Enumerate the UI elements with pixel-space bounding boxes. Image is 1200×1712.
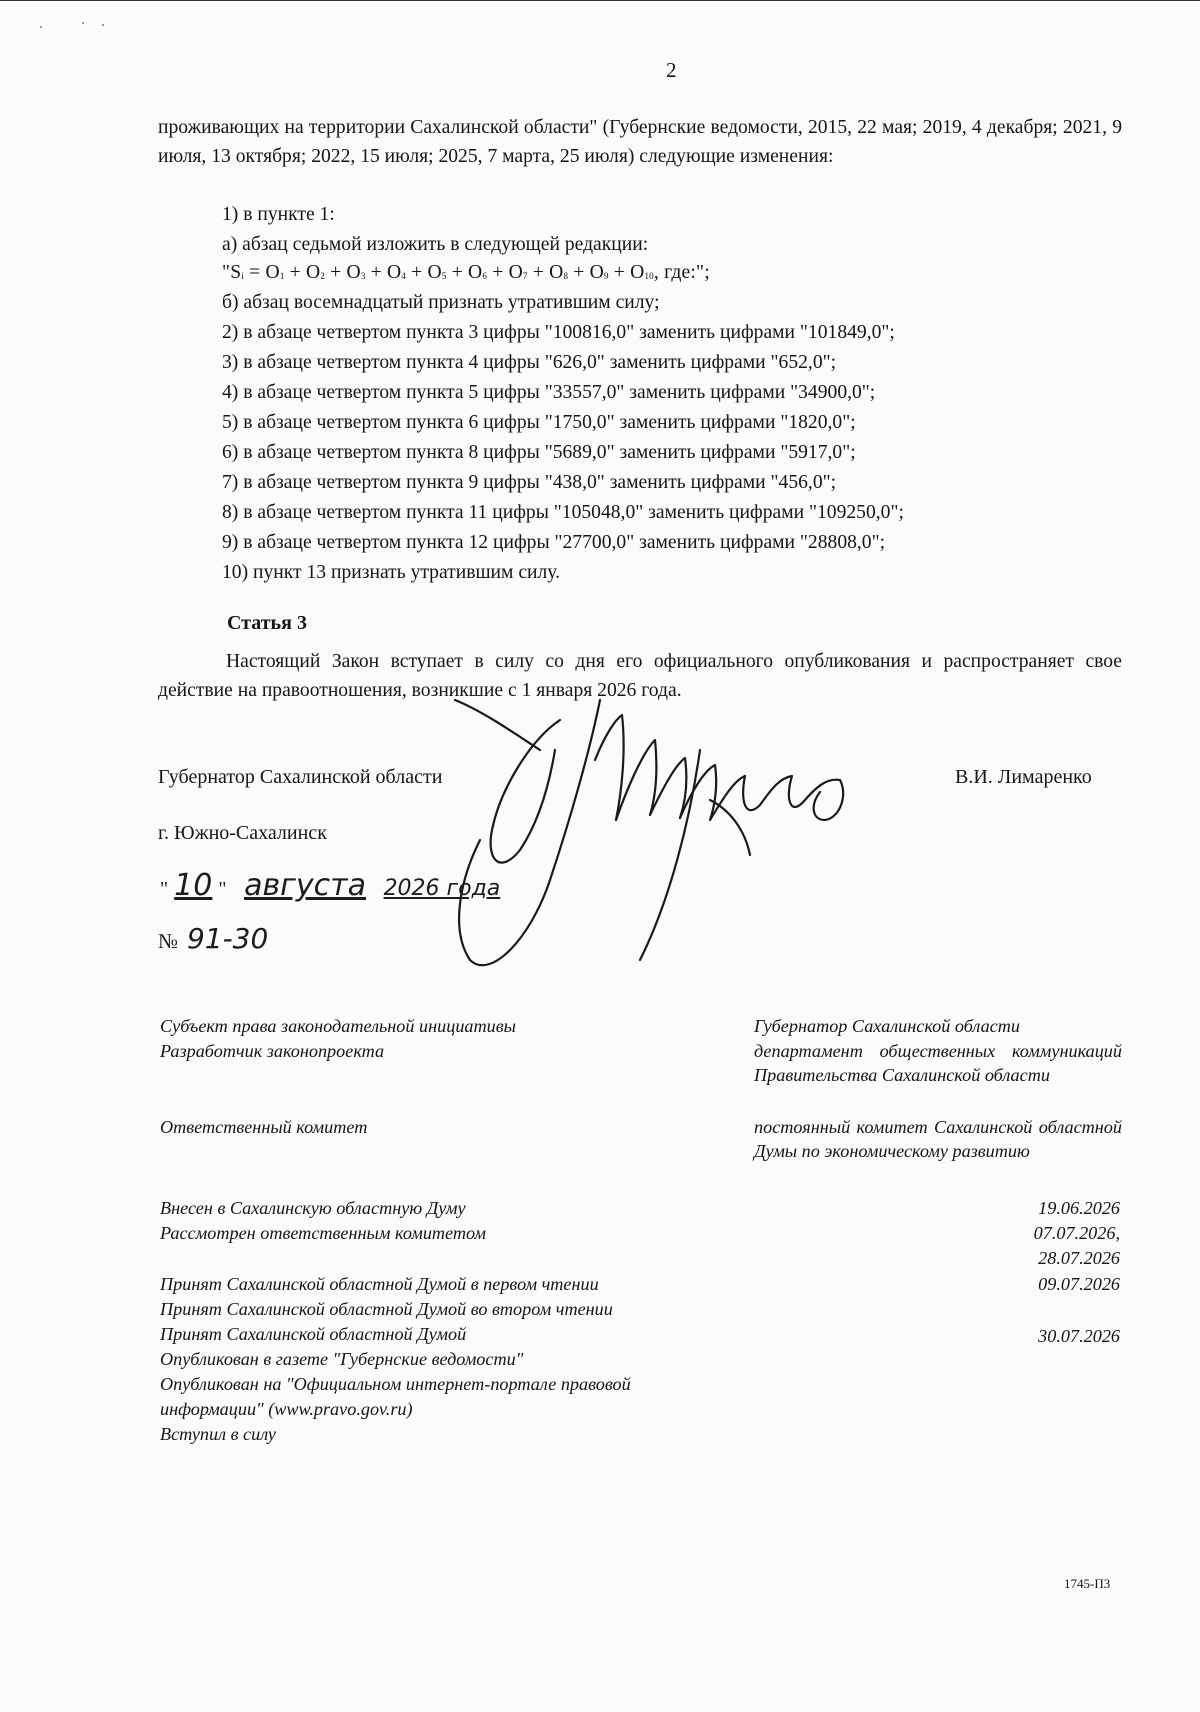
formula-plus: + — [487, 262, 509, 283]
scan-speck — [102, 24, 104, 26]
formula-plus: + — [568, 262, 590, 283]
formula-plus: + — [527, 262, 550, 283]
first-reading-date: 09.07.2026 — [1038, 1274, 1120, 1294]
amendment-item-3: 3) в абзаце четвертом пункта 4 цифры "626,0" заменить цифрами "652,0"; — [222, 352, 837, 373]
amendment-item-8: 8) в абзаце четвертом пункта 11 цифры "105048,0" заменить цифрами "109250,0"; — [222, 502, 904, 523]
scan-speck — [40, 26, 42, 28]
reviewed-date-1: 07.07.2026, — [1033, 1223, 1120, 1243]
formula: "$S_i = O_1 + O_2 + O_3 + O_4 + O_5 + O_6 + O_7 + O_8 + O_9 + O_{10}$, где:"; — [222, 262, 710, 283]
formula-term: $O_{10}$ — [630, 262, 654, 283]
scan-speck — [82, 22, 84, 24]
amendment-item-1a: а) абзац седьмой изложить в следующей редакции: — [222, 234, 649, 255]
subject-label: Субъект права законодательной инициативы — [160, 1016, 516, 1036]
formula-plus: + — [284, 262, 306, 283]
formula-plus: + — [406, 262, 428, 283]
amendment-item-6: 6) в абзаце четвертом пункта 8 цифры "5689,0" заменить цифрами "5917,0"; — [222, 442, 856, 463]
amendment-item-9: 9) в абзаце четвертом пункта 12 цифры "27700,0" заменить цифрами "28808,0"; — [222, 532, 886, 553]
signatory-name: В.И. Лимаренко — [955, 766, 1092, 788]
city: г. Южно-Сахалинск — [158, 822, 327, 844]
formula-term: $O_8$ — [549, 262, 569, 283]
formula-term: $O_3$ — [346, 262, 366, 283]
published-newspaper-label: Опубликован в газете "Губернские ведомости" — [160, 1349, 524, 1369]
published-portal-label-1: Опубликован на "Официальном интернет-портале правовой — [160, 1374, 631, 1394]
formula-term: $O_1$ — [265, 262, 285, 283]
amendment-item-5: 5) в абзаце четвертом пункта 6 цифры "1750,0" заменить цифрами "1820,0"; — [222, 412, 856, 433]
article-text: Настоящий Закон вступает в силу со дня его официального опубликования и распространяет свое действие на правоотношения, возникшие с 1 января 2026 года. — [158, 651, 1122, 701]
submitted-label: Внесен в Сахалинскую областную Думу — [160, 1198, 466, 1218]
handwritten-date: " 10 " августа 2026 года — [160, 868, 501, 903]
amendment-item-4: 4) в абзаце четвертом пункта 5 цифры "33557,0" заменить цифрами "34900,0"; — [222, 382, 876, 403]
amendment-item-7: 7) в абзаце четвертом пункта 9 цифры "438,0" заменить цифрами "456,0"; — [222, 472, 837, 493]
formula-plus: + — [365, 262, 388, 283]
published-portal-label-2: информации" (www.pravo.gov.ru) — [160, 1399, 413, 1419]
document-code: 1745-П3 — [1064, 1576, 1111, 1591]
in-force-label: Вступил в силу — [160, 1424, 276, 1444]
handwritten-signature — [400, 680, 900, 990]
formula-term: $O_2$ — [305, 262, 326, 283]
committee-label: Ответственный комитет — [160, 1117, 368, 1137]
formula-plus: + — [446, 262, 469, 283]
formula-plus: + — [325, 262, 347, 283]
formula-term: $O_9$ — [589, 262, 609, 283]
scan-top-edge — [0, 0, 1200, 1]
formula-term: $O_7$ — [508, 262, 528, 283]
amendment-item-1: 1) в пункте 1: — [222, 204, 335, 225]
formula-term: $O_4$ — [387, 262, 407, 283]
amendment-item-2: 2) в абзаце четвертом пункта 3 цифры "100816,0" заменить цифрами "101849,0"; — [222, 322, 895, 343]
first-reading-label: Принят Сахалинской областной Думой в первом чтении — [160, 1274, 599, 1294]
developer-value: департамент общественных коммуникаций Правительства Сахалинской области — [754, 1041, 1122, 1085]
formula-term: $O_5$ — [427, 262, 447, 283]
submitted-date: 19.06.2026 — [1038, 1198, 1120, 1218]
developer-label: Разработчик законопроекта — [160, 1041, 385, 1061]
formula-term: $O_6$ — [468, 262, 488, 283]
amendment-item-1b: б) абзац восемнадцатый признать утратившим силу; — [222, 292, 660, 313]
page-number: 2 — [666, 58, 677, 82]
adopted-date: 30.07.2026 — [1038, 1326, 1120, 1346]
second-reading-label: Принят Сахалинской областной Думой во втором чтении — [160, 1299, 613, 1319]
adopted-label: Принят Сахалинской областной Думой — [160, 1324, 467, 1344]
article-heading: Статья 3 — [227, 612, 307, 634]
law-number: № 91-30 — [158, 922, 269, 955]
intro-paragraph: проживающих на территории Сахалинской области" (Губернские ведомости, 2015, 22 мая; 2019, 4 декабря; 2021, 9 июля, 13 октября; 2022, 15 июля; 2025, 7 марта, 25 июля) следующие изменения: — [158, 117, 1122, 167]
committee-value: постоянный комитет Сахалинской областной Думы по экономическому развитию — [754, 1117, 1122, 1161]
reviewed-date-2: 28.07.2026 — [1038, 1248, 1120, 1268]
subject-value: Губернатор Сахалинской области — [754, 1016, 1020, 1036]
formula-plus: + — [608, 262, 631, 283]
amendment-item-10: 10) пункт 13 признать утратившим силу. — [222, 562, 561, 583]
signatory-title: Губернатор Сахалинской области — [158, 766, 443, 788]
reviewed-label: Рассмотрен ответственным комитетом — [160, 1223, 487, 1243]
